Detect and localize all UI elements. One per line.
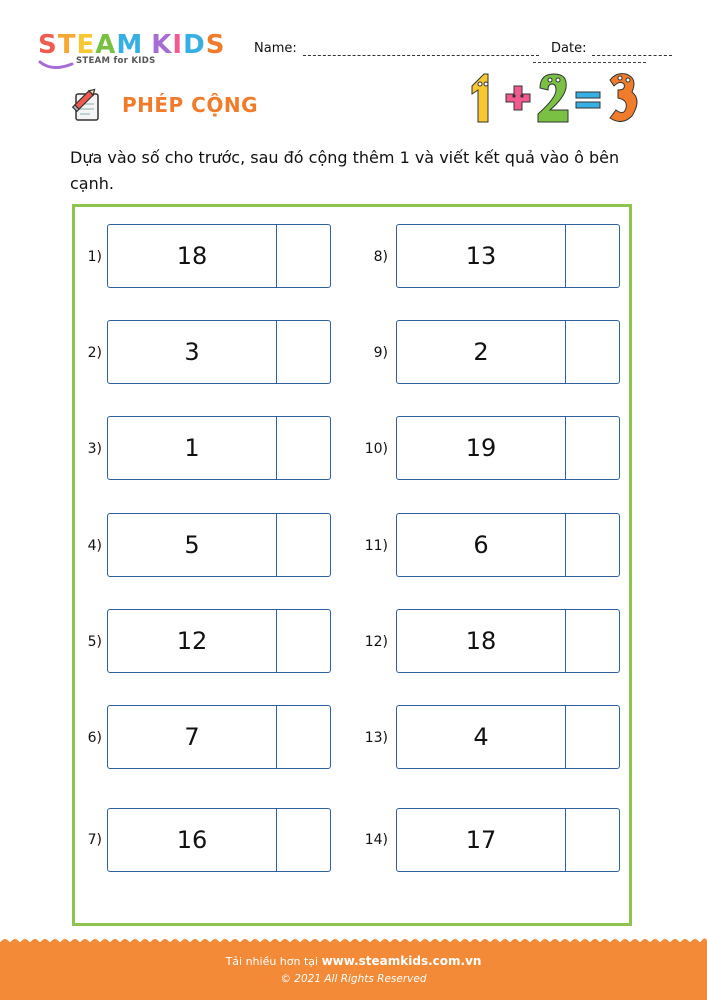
exercise-box (396, 416, 620, 480)
exercise-label: 11) (364, 538, 388, 554)
given-number: 5 (108, 514, 277, 576)
exercise-box (396, 705, 620, 769)
exercise-label: 8) (373, 249, 388, 265)
date-line[interactable] (592, 43, 672, 56)
exercise-label: 12) (364, 634, 388, 650)
given-number: 3 (108, 321, 277, 383)
exercise-box (107, 224, 331, 288)
date-field (551, 41, 672, 56)
exercise-box (107, 808, 331, 872)
exercise-label: 7) (87, 832, 102, 848)
answer-cell[interactable] (566, 225, 619, 287)
answer-cell[interactable] (566, 610, 619, 672)
exercise-label: 4) (87, 538, 102, 554)
logo-swoosh-icon (38, 58, 74, 72)
answer-cell[interactable] (277, 321, 330, 383)
given-number: 2 (397, 321, 566, 383)
footer (0, 942, 707, 1000)
steam-kids-logo (38, 30, 238, 74)
answer-cell[interactable] (566, 417, 619, 479)
exercise-label: 3) (87, 441, 102, 457)
given-number: 7 (108, 706, 277, 768)
answer-cell[interactable] (566, 706, 619, 768)
exercise-label: 5) (87, 634, 102, 650)
given-number: 6 (397, 514, 566, 576)
answer-cell[interactable] (277, 809, 330, 871)
footer-site-link[interactable]: www.steamkids.com.vn (321, 954, 482, 968)
exercise-label: 2) (87, 345, 102, 361)
name-field (254, 41, 539, 56)
answer-cell[interactable] (277, 417, 330, 479)
numbers-mascot-icon (466, 68, 642, 128)
exercise-box (396, 320, 620, 384)
answer-cell[interactable] (566, 809, 619, 871)
exercise-box (107, 705, 331, 769)
given-number: 18 (108, 225, 277, 287)
exercise-label: 14) (364, 832, 388, 848)
name-line[interactable] (303, 43, 539, 56)
exercise-box (107, 416, 331, 480)
answer-cell[interactable] (277, 610, 330, 672)
answer-cell[interactable] (277, 514, 330, 576)
exercise-box (396, 224, 620, 288)
footer-copyright: © 2021 All Rights Reserved (280, 973, 427, 985)
given-number: 17 (397, 809, 566, 871)
date-underline (533, 62, 646, 63)
exercise-label: 9) (373, 345, 388, 361)
answer-cell[interactable] (277, 225, 330, 287)
exercise-label: 1) (87, 249, 102, 265)
exercise-box (107, 513, 331, 577)
given-number: 12 (108, 610, 277, 672)
footer-prefix: Tải nhiều hơn tại (225, 955, 319, 968)
exercise-label: 13) (364, 730, 388, 746)
answer-cell[interactable] (566, 514, 619, 576)
exercise-box (396, 808, 620, 872)
instruction-text: Dựa vào số cho trước, sau đó cộng thêm 1 và viết kết quả vào ô bên cạnh. (70, 148, 620, 193)
exercise-label: 10) (364, 441, 388, 457)
exercise-box (107, 320, 331, 384)
logo-title: STEAM KIDS (38, 30, 226, 60)
exercise-box (107, 609, 331, 673)
footer-scallop-icon (0, 935, 707, 943)
given-number: 4 (397, 706, 566, 768)
page-title: PHÉP CỘNG (122, 93, 259, 117)
given-number: 18 (397, 610, 566, 672)
logo-subtitle: STEAM for KIDS (76, 56, 156, 66)
given-number: 13 (397, 225, 566, 287)
date-label: Date: (551, 41, 587, 56)
exercise-box (396, 513, 620, 577)
given-number: 19 (397, 417, 566, 479)
footer-download-text (0, 954, 707, 968)
exercise-label: 6) (87, 730, 102, 746)
pencil-paper-icon (70, 88, 106, 124)
given-number: 1 (108, 417, 277, 479)
answer-cell[interactable] (566, 321, 619, 383)
name-label: Name: (254, 41, 297, 56)
given-number: 16 (108, 809, 277, 871)
answer-cell[interactable] (277, 706, 330, 768)
exercise-box (396, 609, 620, 673)
